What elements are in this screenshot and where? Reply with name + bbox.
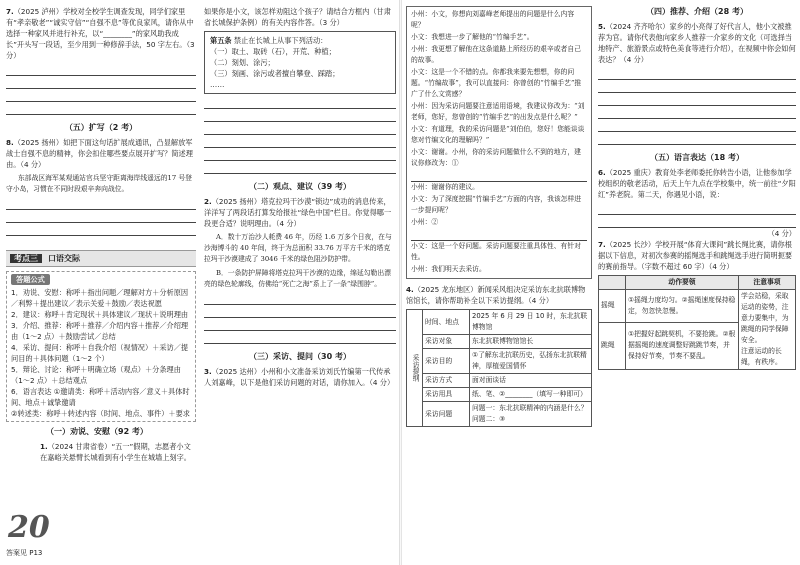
answer-line[interactable] (6, 198, 196, 210)
option-b: B．一条防护屏障将塔克拉玛干沙漠的边缘，绵延勾勒出漂亮的绿色轮廓线，仿佛给“死亡之海”系上了一条“绿围脖”。 (204, 269, 391, 288)
dialog-line: 小州：② (411, 218, 439, 226)
question-2: 2.（2025 扬州）塔克拉玛干沙漠“锁边”成功的消息传来，洋洋写了两段话打算发给报社“绿色中国”栏目。你觉得哪一段更合适？说明理由。（4 分） (204, 197, 392, 228)
dialog-line: 小文：为了深度挖掘“竹编手艺”方面的内容，我该怎样进一步提问呢？ (411, 195, 582, 214)
answer-line[interactable] (6, 103, 196, 115)
table-row: 采访提纲 时间、地点 2025 年 6 月 29 日 10 时，东北抗联博物馆 (407, 310, 592, 335)
answer-line[interactable] (6, 224, 196, 236)
section-heading-persuade: （一）劝说、安慰（92 考） (46, 427, 148, 436)
section-heading-interview: （三）采访、提问（30 考） (249, 352, 351, 361)
formula-item: 6．语言表达 ①邀请类：称呼＋活动内容／意义＋具体时间、地点＋诚挚邀请 (11, 387, 190, 407)
answer-line[interactable] (6, 211, 196, 223)
column-4 (598, 6, 796, 370)
answer-line[interactable] (598, 216, 796, 228)
formula-item: 3．介绍、推荐：称呼＋推荐／介绍内容＋推荐／介绍理由（1～2 点）＋鼓励尝试／总结 (11, 321, 189, 341)
answer-line[interactable] (204, 162, 396, 174)
section-heading-expression: （五）语言表达（18 考） (650, 153, 744, 162)
question-1-continued: 如果你是小文，该怎样劝阻这个孩子？请结合方框内（甘肃省长城保护条例）的有关内容作答。（3 分） (204, 7, 391, 27)
dialog-line: 小州：我更想了解他在这条道路上所经历的艰辛或者自己的故事。 (411, 45, 581, 64)
column-3 (406, 6, 592, 427)
law-box: 第五条 禁止在长城上从事下列活动： （一）取土、取砖（石），开荒、种植； （二）刻划、涂污； （三）刻画、涂污或者擅自攀登、踩踏； …… (204, 31, 396, 94)
answer-reference: 答案见 P13 (6, 549, 43, 557)
law-item: （三）刻画、涂污或者擅自攀登、踩踏； (210, 69, 340, 78)
law-item: （二）刻划、涂污； (210, 58, 275, 67)
dialog-line: 小州：我们明天去采访。 (411, 265, 486, 273)
question-3: 3.（2025 达州）小州和小文准备采访刘氏竹编第一代传承人刘嘉峰，以下是他们采访问题的对话，请你加入。（4 分） (204, 367, 395, 387)
answer-line[interactable] (598, 120, 796, 132)
dialog-line: 小文：我想进一步了解他的“竹编手艺”。 (411, 33, 534, 41)
answer-line[interactable] (6, 64, 196, 76)
formula-item: ②转述类：称呼＋转述内容（时间、地点、事件）＋要求 (11, 409, 190, 418)
table-row: 采访对象 东北抗联博物馆馆长 (407, 335, 592, 349)
dialog-line: 小文：谢谢。小州，你的采访问题做什么不到的地方，建议你修改为：① (411, 148, 581, 167)
question-6: 6.（2025 重庆）教育处李老师委托你转告小语，让他参加学校组织的敬老活动，后天上午九点在学校集中，统一前往“夕阳红”养老院。第二天，你遇见小语，说： (598, 168, 796, 199)
formula-item: 1．劝说、安慰：称呼＋指出问题／理解对方＋分析原因／利弊＋提出建议／表示关爱＋鼓励／表达祝愿 (11, 288, 189, 308)
page-fold (399, 0, 402, 565)
note-extra-text: 注意运动的长绳，有秩序。 (741, 347, 782, 366)
answer-line[interactable] (204, 306, 396, 318)
option-a: A．数十万治沙人耗费 46 年，历经 1.6 万多个日夜，在与沙海博斗的 40 年间，终于为总面积 33.76 万平方千米的塔克拉玛干沙漠建成了 3046 千米的绿色阻沙防护带。 (204, 233, 392, 263)
kaodian-bar: 考点三 口语交际 (6, 250, 196, 267)
answer-line[interactable] (204, 293, 396, 305)
answer-line[interactable] (6, 77, 196, 89)
answer-line[interactable] (598, 94, 796, 106)
formula-item: 2．建议：称呼＋肯定现状＋具体建议／现状＋说明理由 (11, 310, 189, 319)
dialog-box (406, 6, 592, 279)
interview-outline-table (406, 309, 592, 427)
answer-line[interactable] (204, 136, 396, 148)
answer-line[interactable] (598, 203, 796, 215)
answer-line[interactable] (598, 133, 796, 145)
answer-line[interactable] (204, 149, 396, 161)
table-row: 摇绳 ①摇绳力度均匀。②摇绳速度保持稳定，勿忽快忽慢。 学会站稳，采取运动的姿势，注意力要集中，为跳绳的同学保障安全。 注意运动的长绳，有秩序。 (599, 290, 796, 323)
section-heading-recommend: （四）推荐、介绍（28 考） (646, 7, 748, 16)
question-7-left: 7.（2025 泸州）学校对全校学生调查发现，同学们家里有“孝亲敬老”“诚实守信”“自强不息”等优良家风，请你从中选择一种家风并进行补充，以“________”的家风助我成长”开头写一段话，至少用到一种修辞手法，50 字左右。（3 分） (6, 7, 195, 60)
answer-line[interactable] (204, 332, 396, 344)
law-item: （一）取土、取砖（石），开荒、种植； (210, 47, 336, 56)
column-1 (6, 6, 196, 466)
formula-item: 5．辩论、讨论：称呼＋明确立场（观点）＋分条理由（1～2 点）＋总结观点 (11, 365, 181, 385)
answer-line[interactable] (204, 123, 396, 135)
dialog-line: 小州：谢谢你的建议。 (411, 183, 479, 191)
table-header-row: 动作要领 注意事项 (599, 276, 796, 290)
answer-line[interactable] (411, 170, 587, 182)
question-5: 5.（2024 齐齐哈尔）家乡的小亮得了好代言人，他小文被推荐为官。请你代表他向家乡人推荐一介家乡的文化（可选择当地特产、旅游景点或特色美食等进行介绍），在视频中你会如何表达？（4 分） (598, 22, 796, 64)
question-4: 4.（2025 龙东地区）新闻采风组决定采访东北抗联博物馆馆长，请你帮助补全以下采访提纲。（4 分） (406, 285, 586, 305)
answer-line[interactable] (204, 97, 396, 109)
formula-box (6, 271, 196, 422)
question-8-quote: 东部战区海军某观通站官兵坚守距离海岸线遥远的17 号登守小岛，习惯在不同时段艰辛奔向战位。 (6, 174, 192, 193)
table-row: 采访用具 纸、笔、②________（填写一种即可） (407, 388, 592, 402)
formula-item: 4．采访、提问：称呼＋自我介绍（视情况）＋采访／提问目的＋具体问题（1～2 个） (11, 343, 189, 363)
table-row: 跳绳 ①把握好起跳契机，不要抢跳。②根据摇绳的速度调整好跳跳节奏，并保持好节奏，节奏不要乱。 (599, 322, 796, 369)
section-heading-expand: （五）扩写（2 考） (64, 123, 138, 132)
dialog-line: 小文：这是一个好问题。采访问题要注重具体性、有针对性。 (411, 242, 581, 261)
question-1: 1.（2024 甘肃省卷）“五一”假期，志愿者小文在嘉峪关悬臂长城看到有小学生在城墙上刻字。 (40, 442, 191, 462)
answer-line[interactable] (598, 107, 796, 119)
dialog-line: 小文：这是一个不错的点。你都我来要先想想，你的问题。“竹编故事”，我可以直接问：你曾创的“竹编手艺”推广了什么文赏感？ (411, 68, 582, 98)
table-row: 采访问题 问题一：东北抗联精神的内涵是什么？ 问题二：③ (407, 402, 592, 427)
formula-title: 答题公式 (11, 274, 50, 285)
dialog-line: 小州：小文，你想向刘嘉峰老师提出的问题是什么内容呢？ (411, 10, 575, 29)
dialog-line: 小文：有道理，我的采访问题是“刘伯伯，您好！您能谈谈您对竹编文化的理解吗？” (411, 125, 585, 144)
answer-line[interactable] (598, 81, 796, 93)
answer-line[interactable] (204, 319, 396, 331)
law-item: …… (210, 80, 225, 89)
question-7-right: 7.（2025 长沙）学校开展“体育大课间”跳长绳比赛，请你根据以下信息，对初次参赛的摇绳选手和跳绳选手进行简明扼要的赛前指导。（字数不超过 60 字）（4 分） (598, 240, 793, 271)
table-row: 采访方式 面对面谈话 (407, 374, 592, 388)
table-side-label: 采访提纲 (407, 310, 423, 427)
table-row: 采访目的 ①了解东北抗联历史，弘扬东北抗联精神，厚植爱国情怀 (407, 349, 592, 374)
column-2 (204, 6, 396, 391)
answer-line[interactable] (6, 90, 196, 102)
section-heading-opinion: （二）观点、建议（39 考） (249, 182, 351, 191)
page-number: 20 (8, 510, 50, 545)
answer-line[interactable] (204, 110, 396, 122)
dialog-line: 小州：因为采访问题要注意适用语境，我建议你改为：“刘老师，您好，您曾创的“竹编手艺”的出发点是什么呢？” (411, 102, 585, 121)
question-6-score: （4 分） (767, 229, 796, 238)
rope-guidance-table (598, 275, 796, 370)
question-8: 8.（2025 扬州）如把下面这句话扩展成通讯，凸显解放军战士自强不息的精神，你会扣住哪些要点展开扩写？简述理由。（4 分） (6, 138, 193, 169)
answer-line[interactable] (411, 229, 587, 241)
answer-line[interactable] (598, 68, 796, 80)
